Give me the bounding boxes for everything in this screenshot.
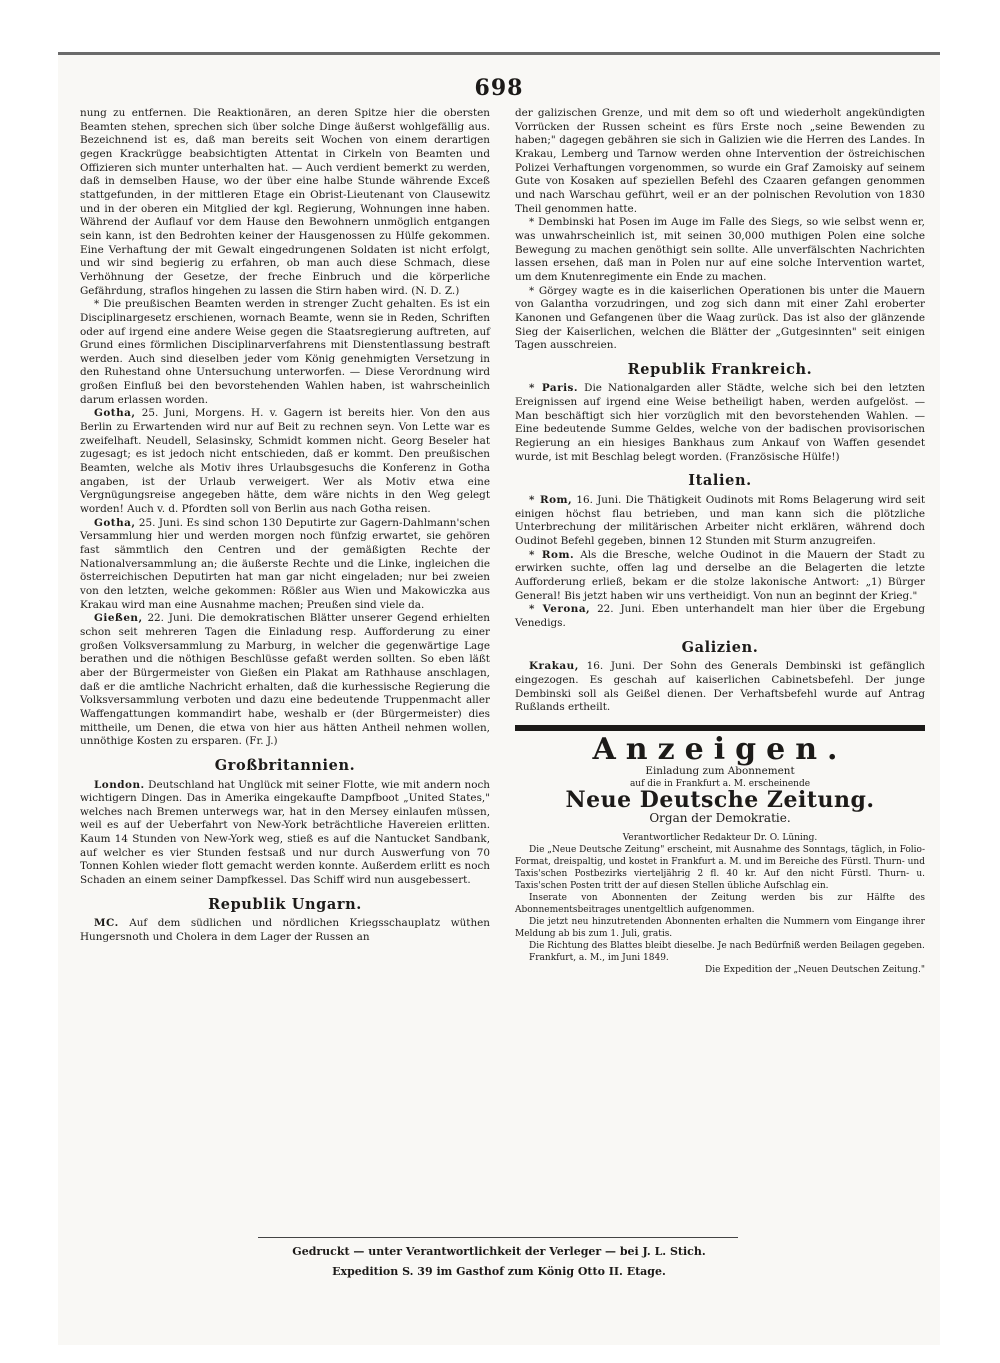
advertisement-title: Anzeigen. (592, 731, 848, 767)
article-paragraph: Gotha, 25. Juni, Morgens. H. v. Gagern ist bereits hier. Von den aus Berlin zu Erwartenden wird nur auf Beit zu rechnen seyn. Von Lette war es zweifelhaft. Neudell, Selasinsky, Schmidt kommen nicht. Georg Beseler hat zugesagt; es ist jedoch nicht entschieden, daß er kommt. Den preußischen Beamten, welche als Motiv ihres Urlaubsgesuchs die Konferenz in Gotha angaben, ist der Urlaub verweigert. Wer als Motiv etwa eine Vergnügungsreise angegeben hätte, dem wäre nichts in den Weg gelegt worden! Auch v. d. Pfordten soll von Berlin aus nach Gotha reisen. (80, 407, 491, 516)
left-column (80, 107, 490, 945)
dateline: * Rom. (529, 548, 575, 561)
ad-newspaper-name: Neue Deutsche Zeitung. (565, 787, 875, 814)
ad-paragraph: Die jetzt neu hinzutretenden Abonnenten erhalten die Nummern vom Eingange ihrer Meldung ab bis zum 1. Juli, gratis. (515, 916, 925, 939)
dateline: Krakau, (529, 660, 579, 673)
section-heading: Republik Frankreich. (627, 360, 813, 378)
ad-editor: Verantwortlicher Redakteur Dr. O. Lüning. (622, 832, 818, 843)
dateline: Gießen, (94, 612, 143, 625)
article-paragraph: London. Deutschland hat Unglück mit seiner Flotte, wie mit andern noch wichtigern Dingen. Das in Amerika eingekaufte Dampfboot „United States," welches nach Bremen unterwegs war, hat in den Mersey einlaufen müssen, weil es auf der Ueberfahrt von New-York beträchtliche Havereien erlitten. Kaum 14 Stunden von New-York weg, stieß es auf die Nantucket Sandbank, auf welcher es vier Stunden festsaß und nur durch Auswerfung von 70 Tonnen Kohlen wieder flott gemacht werden konnte. Außerdem erlitt es noch Schaden an einem seiner Dampfkessel. Das Schiff wird nun ausgebessert. (80, 778, 490, 887)
section-heading: Republik Ungarn. (208, 895, 362, 913)
page-number: 698 (474, 75, 524, 101)
ad-paragraph: Inserate von Abonnenten der Zeitung werden bis zur Hälfte des Abonnementsbeitrages unentgeltlich aufgenommen. (515, 892, 925, 915)
section-divider (515, 725, 925, 731)
article-paragraph: * Paris. Die Nationalgarden aller Städte, welche sich bei den letzten Ereignissen auf irgend eine Weise betheiligt haben, werden aufgelöst. — Man beschäftigt sich hier vorzüglich mit den bevorstehenden Wahlen. — Eine bedeutende Summe Geldes, welche von der badischen provisorischen Regierung an ein hiesiges Bankhaus zum Ankauf von Waffen gesendet wurde, ist mit Beschlag belegt worden. (Französische Hülfe!) (515, 382, 925, 463)
article-paragraph: * Verona, 22. Juni. Eben unterhandelt man hier über die Ergebung Venedigs. (515, 603, 925, 629)
ad-signature: Die Expedition der „Neuen Deutschen Zeitung." (705, 964, 925, 975)
article-paragraph: * Dembinski hat Posen im Auge im Falle des Siegs, so wie selbst wenn er, was unwahrscheinlich ist, mit seinen 30,000 muthigen Polen eine solche Bewegung zu machen genöthigt sein sollte. Alle unverfälschten Nachrichten lassen ersehen, daß man in Polen nur auf eine solche Intervention wartet, um dem Knutenregimente ein Ende zu machen. (515, 216, 925, 283)
ad-date: Frankfurt, a. M., im Juni 1849. (529, 952, 669, 963)
dateline: * Paris. (529, 382, 579, 395)
ad-location: auf die in Frankfurt a. M. erscheinende (629, 779, 811, 790)
article-paragraph: * Görgey wagte es in die kaiserlichen Operationen bis unter die Mauern von Galantha vorzudringen, und zog sich dann mit einer Zahl eroberter Kanonen und Gefangenen über die Waag zurück. Das ist also der glänzende Sieg der Kaiserlichen, welchen die Blätter der „Gutgesinnten" seit einigen Tagen ausschreien. (515, 284, 925, 352)
dateline: * Verona, (529, 603, 591, 616)
dateline: * Rom, (529, 494, 573, 507)
dateline: Gotha, (94, 407, 136, 420)
imprint-printer: Gedruckt — unter Verantwortlichkeit der Verleger — bei J. L. Stich. (292, 1245, 706, 1258)
section-heading: Großbritannien. (214, 756, 356, 774)
dateline: Gotha, (94, 516, 136, 529)
article-paragraph: der galizischen Grenze, und mit dem so oft und wiederholt angekündigten Vorrücken der Russen scheint es fürs Erste noch „seine Bewenden zu haben;" dagegen gebähren sie sich in Galizien wie die Herren des Landes. In Krakau, Lemberg und Tarnow werden ohne Intervention der östreichischen Polizei Verhaftungen vorgenommen, so wurde ein Graf Zamoisky auf seinem Gute von Kosaken auf speziellen Befehl des Czaaren gefangen genommen und nach Warschau geführt, weil er an der polnischen Revolution von 1830 Theil genommen hatte. (515, 107, 925, 215)
article-paragraph: * Rom. Als die Bresche, welche Oudinot in die Mauern der Stadt zu erwirken suchte, offen lag und derselbe an die Belagerten die letzte Aufforderung erließ, bekam er die stolze lakonische Antwort: „1) Bürger General! Bis jetzt haben wir uns vertheidigt. Von nun an beginnt der Krieg." (515, 548, 925, 602)
section-heading: Galizien. (681, 638, 759, 656)
article-paragraph: MC. Auf dem südlichen und nördlichen Kriegsschauplatz wüthen Hungersnoth und Cholera in dem Lager der Russen an (80, 917, 490, 944)
imprint-footer (58, 1242, 940, 1282)
imprint-expedition: Expedition S. 39 im Gasthof zum König Otto II. Etage. (332, 1265, 666, 1278)
article-paragraph: Gotha, 25. Juni. Es sind schon 130 Deputirte zur Gagern-Dahlmann'schen Versammlung hier und werden morgen noch fünfzig erwartet, sie gehören fast sämmtlich den Centren und der gemäßigten Rechte der Nationalversammlung an; die äußerste Rechte und die Linke, ingleichen die österreichischen Deputirten hat man gar nicht eingeladen; nur bei zweien von den letzten, welche gekommen: Rößler aus Wien und Makowiczka aus Krakau wird man eine Ausnahme machen; Preußen sind viele da. (80, 516, 490, 611)
article-paragraph: * Die preußischen Beamten werden in strenger Zucht gehalten. Es ist ein Disciplinargesetz erschienen, wornach Beamte, wenn sie in Reden, Schriften oder auf irgend eine andere Weise gegen die Staatsregierung auftreten, auf Grund eines förmlichen Disciplinarverfahrens mit Dienstentlassung bestraft werden. Auch sind dieselben jeder vom König genehmigten Versetzung in den Ruhestand ohne Untersuchung unterworfen. — Diese Verordnung wird großen Einfluß bei den bevorstehenden Wahlen haben, ist wahrscheinlich darum erlassen worden. (80, 298, 490, 406)
article-paragraph: Gießen, 22. Juni. Die demokratischen Blätter unserer Gegend erhielten schon seit mehreren Tagen die Einladung resp. Aufforderung zu einer großen Volksversammlung zu Marburg, in welcher die gegenwärtige Lage berathen und die nöthigen Beschlüsse gefaßt werden sollten. So eben läßt aber der Bürgermeister von Gießen ein Plakat am Rathhause anschlagen, daß er die amtliche Nachricht erhalten, daß die kurhessische Regierung die Volksversammlung verboten und dazu eine bedeutende Truppenmacht aller Waffengattungen kommandirt habe, weshalb er (der Bürgermeister) dies mittheile, um Denen, die etwa von hier aus hätten Antheil nehmen wollen, unnöthige Kosten zu ersparen. (Fr. J.) (80, 612, 490, 748)
ad-subtitle: Organ der Demokratie. (649, 810, 791, 825)
dateline: MC. (94, 917, 119, 930)
article-paragraph: * Rom, 16. Juni. Die Thätigkeit Oudinots mit Roms Belagerung wird seit einigen höchst flau betrieben, und man kann sich die plötzliche Unterbrechung der militärischen Arbeiter nicht erklären, während doch Oudinot Befehl gegeben, binnen 12 Stunden mit Sturm anzugreifen. (515, 494, 925, 548)
footer-divider (258, 1237, 738, 1238)
section-heading: Italien. (688, 472, 752, 490)
ad-paragraph: Die Richtung des Blattes bleibt dieselbe. Je nach Bedürfniß werden Beilagen gegeben. (529, 940, 925, 951)
right-column (515, 107, 925, 976)
article-paragraph: nung zu entfernen. Die Reaktionären, an deren Spitze hier die obersten Beamten stehen, sprechen sich über solche Dinge äußerst wohlgefällig aus. Bezeichnend ist es, daß man bereits seit Wochen von einem derartigen gegen Krackrügge beabsichtigten Attentat in Cirkeln von Beamten und Offizieren sich munter unterhalten hat. — Auch verdient bemerkt zu werden, daß in demselben Hause, wo der über eine halbe Stunde währende Exceß stattgefunden, in der mittleren Etage ein Obrist-Lieutenant von Clausewitz und in der oberen ein Mitglied der kgl. Regierung, Wohnungen inne haben. Während der Auflauf vor dem Hause den Bewohnern unmöglich entgangen sein kann, ist den Bedrohten keiner der Hausgenossen zu Hülfe gekommen. Eine Verhaftung der mit Gewalt eingedrungenen Soldaten ist nicht erfolgt, und wir sind begierig zu erfahren, ob man auch diese Schmach, diese Verhöhnung der Gesetze, der freche Einbruch und die körperliche Gefährdung, straflos hingehen zu lassen die Stirn haben wird. (N. D. Z.) (80, 107, 490, 297)
newspaper-page (58, 52, 940, 1345)
ad-paragraph: Die „Neue Deutsche Zeitung" erscheint, mit Ausnahme des Sonntags, täglich, in Folio-Format, dreispaltig, und kostet in Frankfurt a. M. und im Bereiche des Fürstl. Thurn- und Taxis'schen Postbezirks vierteljährig 2 fl. 40 kr. Auf den nicht Fürstl. Thurn- u. Taxis'schen Posten tritt der auf diesen Stellen übliche Aufschlag ein. (515, 844, 925, 891)
ad-invitation: Einladung zum Abonnement (645, 764, 795, 777)
dateline: London. (94, 778, 145, 791)
article-paragraph: Krakau, 16. Juni. Der Sohn des Generals Dembinski ist gefänglich eingezogen. Es geschah auf kaiserlichen Cabinetsbefehl. Der junge Dembinski soll als Geißel dienen. Der Verhaftsbefehl wurde auf Antrag Rußlands ertheilt. (515, 660, 925, 714)
